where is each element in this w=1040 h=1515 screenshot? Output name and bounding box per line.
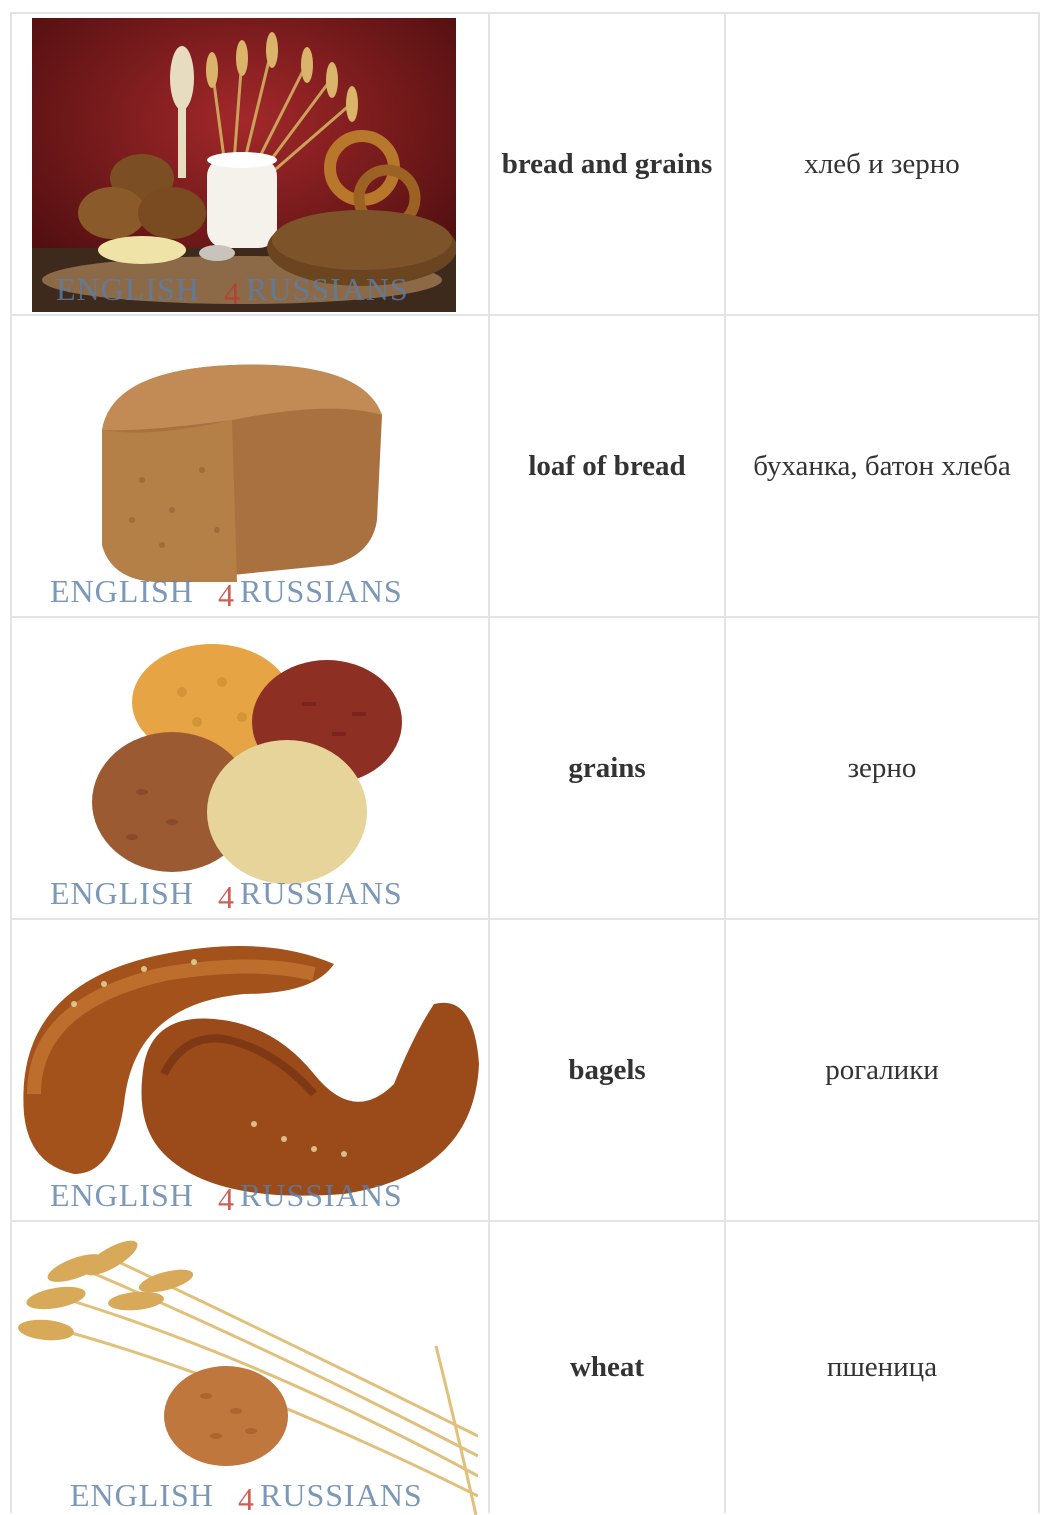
table-row xyxy=(10,918,1040,1220)
bagels-image xyxy=(14,924,484,1218)
loaf-of-bread-image xyxy=(32,320,456,614)
russian-translation: пшеница xyxy=(826,1351,938,1383)
svg-text:RUSSIANS: RUSSIANS xyxy=(260,1477,423,1513)
russian-translation: буханка, батон хлеба xyxy=(753,449,1011,482)
table-row xyxy=(10,314,1040,616)
table-row xyxy=(10,1220,1040,1513)
svg-text:RUSSIANS: RUSSIANS xyxy=(246,271,409,307)
table-row xyxy=(10,616,1040,918)
english-word: bagels xyxy=(568,1053,646,1086)
english-word: wheat xyxy=(569,1351,645,1383)
english-word: loaf of bread xyxy=(528,449,686,482)
svg-text:4: 4 xyxy=(224,275,241,311)
svg-text:ENGLISH: ENGLISH xyxy=(50,573,194,609)
svg-text:RUSSIANS: RUSSIANS xyxy=(240,875,403,911)
svg-text:RUSSIANS: RUSSIANS xyxy=(240,573,403,609)
svg-text:ENGLISH: ENGLISH xyxy=(50,1177,194,1213)
svg-text:4: 4 xyxy=(238,1481,255,1515)
table-row xyxy=(10,12,1040,314)
svg-text:4: 4 xyxy=(218,1181,235,1217)
russian-translation: зерно xyxy=(847,751,917,784)
english-word: bread and grains xyxy=(501,147,713,180)
russian-translation: хлеб и зерно xyxy=(804,147,960,180)
russian-translation: рогалики xyxy=(825,1053,939,1086)
bread-and-grains-image xyxy=(32,18,456,312)
svg-text:4: 4 xyxy=(218,879,235,915)
svg-text:ENGLISH: ENGLISH xyxy=(70,1477,214,1513)
grains-image xyxy=(32,622,456,916)
svg-text:ENGLISH: ENGLISH xyxy=(50,875,194,911)
svg-text:4: 4 xyxy=(218,577,235,613)
english-word: grains xyxy=(568,751,646,784)
vocabulary-table xyxy=(10,12,1040,1513)
wheat-image xyxy=(16,1226,478,1515)
svg-text:RUSSIANS: RUSSIANS xyxy=(240,1177,403,1213)
svg-text:ENGLISH: ENGLISH xyxy=(56,271,200,307)
